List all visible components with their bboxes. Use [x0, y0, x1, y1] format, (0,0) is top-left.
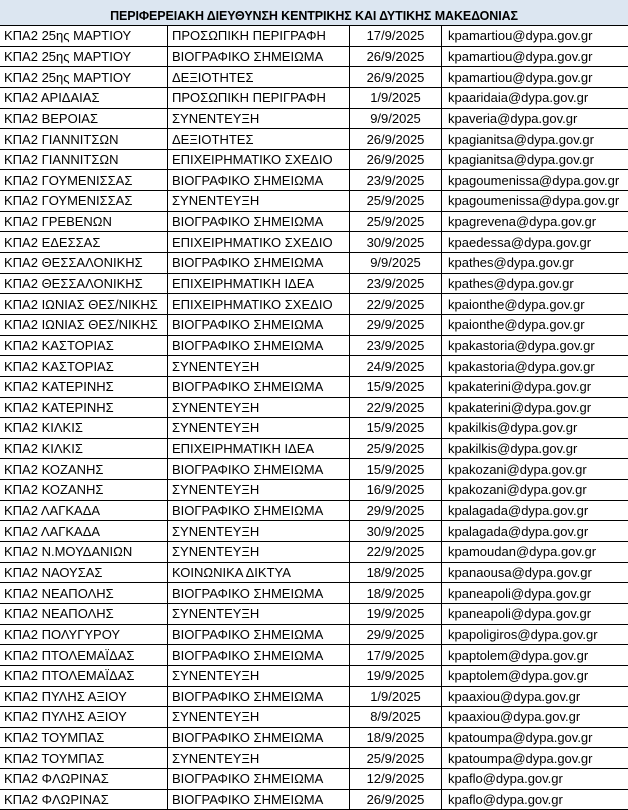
date-cell[interactable]: 17/9/2025: [350, 645, 442, 666]
office-cell[interactable]: ΚΠΑ2 ΚΙΛΚΙΣ: [0, 438, 168, 459]
date-cell[interactable]: 9/9/2025: [350, 108, 442, 129]
table-row: [0, 335, 628, 356]
table-row: [0, 397, 628, 418]
topic-cell[interactable]: ΒΙΟΓΡΑΦΙΚΟ ΣΗΜΕΙΩΜΑ: [168, 314, 350, 335]
date-cell[interactable]: 29/9/2025: [350, 624, 442, 645]
table-row: [0, 376, 628, 397]
date-cell[interactable]: 8/9/2025: [350, 707, 442, 728]
email-cell[interactable]: kpalagada@dypa.gov.gr: [442, 521, 628, 542]
office-cell[interactable]: ΚΠΑ2 ΠΟΛΥΓΥΡΟΥ: [0, 624, 168, 645]
topic-cell[interactable]: ΣΥΝΕΝΤΕΥΞΗ: [168, 397, 350, 418]
office-cell[interactable]: ΚΠΑ2 ΤΟΥΜΠΑΣ: [0, 748, 168, 769]
date-cell[interactable]: 18/9/2025: [350, 562, 442, 583]
email-cell[interactable]: kpatoumpa@dypa.gov.gr: [442, 748, 628, 769]
date-cell[interactable]: 22/9/2025: [350, 397, 442, 418]
table-row: [0, 191, 628, 212]
office-cell[interactable]: ΚΠΑ2 25ης ΜΑΡΤΙΟΥ: [0, 67, 168, 88]
email-cell[interactable]: kpamoudan@dypa.gov.gr: [442, 542, 628, 563]
date-cell[interactable]: 19/9/2025: [350, 603, 442, 624]
date-cell[interactable]: 26/9/2025: [350, 67, 442, 88]
table-row: [0, 314, 628, 335]
table-row: [0, 542, 628, 563]
date-cell[interactable]: 30/9/2025: [350, 232, 442, 253]
topic-cell[interactable]: ΕΠΙΧΕΙΡΗΜΑΤΙΚΟ ΣΧΕΔΙΟ: [168, 232, 350, 253]
office-cell[interactable]: ΚΠΑ2 ΓΙΑΝΝΙΤΣΩΝ: [0, 149, 168, 170]
email-cell[interactable]: kpaptolem@dypa.gov.gr: [442, 665, 628, 686]
table-row: [0, 459, 628, 480]
date-cell[interactable]: 17/9/2025: [350, 26, 442, 46]
table-row: [0, 67, 628, 88]
table-row: [0, 686, 628, 707]
table-row: [0, 356, 628, 377]
office-cell[interactable]: ΚΠΑ2 ΚΑΣΤΟΡΙΑΣ: [0, 335, 168, 356]
topic-cell[interactable]: ΒΙΟΓΡΑΦΙΚΟ ΣΗΜΕΙΩΜΑ: [168, 46, 350, 67]
topic-cell[interactable]: ΒΙΟΓΡΑΦΙΚΟ ΣΗΜΕΙΩΜΑ: [168, 459, 350, 480]
topic-cell[interactable]: ΣΥΝΕΝΤΕΥΞΗ: [168, 418, 350, 439]
email-cell[interactable]: kpakozani@dypa.gov.gr: [442, 459, 628, 480]
date-cell[interactable]: 22/9/2025: [350, 542, 442, 563]
date-cell[interactable]: 19/9/2025: [350, 665, 442, 686]
date-cell[interactable]: 15/9/2025: [350, 376, 442, 397]
office-cell[interactable]: ΚΠΑ2 ΚΑΤΕΡΙΝΗΣ: [0, 376, 168, 397]
topic-cell[interactable]: ΠΡΟΣΩΠΙΚΗ ΠΕΡΙΓΡΑΦΗ: [168, 87, 350, 108]
date-cell[interactable]: 26/9/2025: [350, 789, 442, 810]
office-cell[interactable]: ΚΠΑ2 ΚΟΖΑΝΗΣ: [0, 459, 168, 480]
email-cell[interactable]: kpagianitsa@dypa.gov.gr: [442, 129, 628, 150]
date-cell[interactable]: 30/9/2025: [350, 521, 442, 542]
office-cell[interactable]: ΚΠΑ2 ΤΟΥΜΠΑΣ: [0, 727, 168, 748]
date-cell[interactable]: 18/9/2025: [350, 727, 442, 748]
topic-cell[interactable]: ΣΥΝΕΝΤΕΥΞΗ: [168, 748, 350, 769]
office-cell[interactable]: ΚΠΑ2 ΓΡΕΒΕΝΩΝ: [0, 211, 168, 232]
email-cell[interactable]: kpamartiou@dypa.gov.gr: [442, 46, 628, 67]
topic-cell[interactable]: ΣΥΝΕΝΤΕΥΞΗ: [168, 191, 350, 212]
table-row: [0, 480, 628, 501]
table-row: [0, 562, 628, 583]
date-cell[interactable]: 26/9/2025: [350, 46, 442, 67]
email-cell[interactable]: kpamartiou@dypa.gov.gr: [442, 26, 628, 46]
topic-cell[interactable]: ΒΙΟΓΡΑΦΙΚΟ ΣΗΜΕΙΩΜΑ: [168, 583, 350, 604]
topic-cell[interactable]: ΒΙΟΓΡΑΦΙΚΟ ΣΗΜΕΙΩΜΑ: [168, 769, 350, 790]
table-row: [0, 273, 628, 294]
date-cell[interactable]: 25/9/2025: [350, 438, 442, 459]
office-cell[interactable]: ΚΠΑ2 ΝΑΟΥΣΑΣ: [0, 562, 168, 583]
email-cell[interactable]: kpagianitsa@dypa.gov.gr: [442, 149, 628, 170]
table-row: [0, 748, 628, 769]
email-cell[interactable]: kpakaterini@dypa.gov.gr: [442, 376, 628, 397]
table-row: [0, 253, 628, 274]
office-cell[interactable]: ΚΠΑ2 ΝΕΑΠΟΛΗΣ: [0, 603, 168, 624]
date-cell[interactable]: 23/9/2025: [350, 170, 442, 191]
sheet-title: ΠΕΡΙΦΕΡΕΙΑΚΗ ΔΙΕΥΘΥΝΣΗ ΚΕΝΤΡΙΚΗΣ ΚΑΙ ΔΥΤΙΚΗΣ ΜΑΚΕΔΟΝΙΑΣ: [0, 0, 628, 26]
office-cell[interactable]: ΚΠΑ2 ΠΥΛΗΣ ΑΞΙΟΥ: [0, 707, 168, 728]
email-cell[interactable]: kpamartiou@dypa.gov.gr: [442, 67, 628, 88]
table-row: [0, 46, 628, 67]
table-body: [0, 26, 628, 810]
email-cell[interactable]: kpaaridaia@dypa.gov.gr: [442, 87, 628, 108]
topic-cell[interactable]: ΒΙΟΓΡΑΦΙΚΟ ΣΗΜΕΙΩΜΑ: [168, 686, 350, 707]
email-cell[interactable]: kpaaxiou@dypa.gov.gr: [442, 707, 628, 728]
date-cell[interactable]: 25/9/2025: [350, 748, 442, 769]
office-cell[interactable]: ΚΠΑ2 ΚΙΛΚΙΣ: [0, 418, 168, 439]
email-cell[interactable]: kpapoligiros@dypa.gov.gr: [442, 624, 628, 645]
table-row: [0, 769, 628, 790]
office-cell[interactable]: ΚΠΑ2 ΚΑΣΤΟΡΙΑΣ: [0, 356, 168, 377]
topic-cell[interactable]: ΒΙΟΓΡΑΦΙΚΟ ΣΗΜΕΙΩΜΑ: [168, 624, 350, 645]
topic-cell[interactable]: ΒΙΟΓΡΑΦΙΚΟ ΣΗΜΕΙΩΜΑ: [168, 253, 350, 274]
email-cell[interactable]: kpanaousa@dypa.gov.gr: [442, 562, 628, 583]
table-row: [0, 665, 628, 686]
office-cell[interactable]: ΚΠΑ2 ΓΙΑΝΝΙΤΣΩΝ: [0, 129, 168, 150]
email-cell[interactable]: kpaveria@dypa.gov.gr: [442, 108, 628, 129]
date-cell[interactable]: 9/9/2025: [350, 253, 442, 274]
table-row: [0, 583, 628, 604]
topic-cell[interactable]: ΒΙΟΓΡΑΦΙΚΟ ΣΗΜΕΙΩΜΑ: [168, 376, 350, 397]
table-row: [0, 170, 628, 191]
topic-cell[interactable]: ΒΙΟΓΡΑΦΙΚΟ ΣΗΜΕΙΩΜΑ: [168, 170, 350, 191]
date-cell[interactable]: 18/9/2025: [350, 583, 442, 604]
email-cell[interactable]: kpaptolem@dypa.gov.gr: [442, 645, 628, 666]
email-cell[interactable]: kpaflo@dypa.gov.gr: [442, 789, 628, 810]
topic-cell[interactable]: ΒΙΟΓΡΑΦΙΚΟ ΣΗΜΕΙΩΜΑ: [168, 727, 350, 748]
office-cell[interactable]: ΚΠΑ2 ΘΕΣΣΑΛΟΝΙΚΗΣ: [0, 253, 168, 274]
office-cell[interactable]: ΚΠΑ2 ΙΩΝΙΑΣ ΘΕΣ/ΝΙΚΗΣ: [0, 294, 168, 315]
email-cell[interactable]: kpagoumenissa@dypa.gov.gr: [442, 170, 628, 191]
email-cell[interactable]: kpakastoria@dypa.gov.gr: [442, 356, 628, 377]
topic-cell[interactable]: ΒΙΟΓΡΑΦΙΚΟ ΣΗΜΕΙΩΜΑ: [168, 789, 350, 810]
date-cell[interactable]: 25/9/2025: [350, 211, 442, 232]
table-row: [0, 418, 628, 439]
topic-cell[interactable]: ΒΙΟΓΡΑΦΙΚΟ ΣΗΜΕΙΩΜΑ: [168, 500, 350, 521]
table-row: [0, 26, 628, 46]
table-row: [0, 108, 628, 129]
topic-cell[interactable]: ΕΠΙΧΕΙΡΗΜΑΤΙΚΗ ΙΔΕΑ: [168, 273, 350, 294]
email-cell[interactable]: kpakozani@dypa.gov.gr: [442, 480, 628, 501]
office-cell[interactable]: ΚΠΑ2 ΛΑΓΚΑΔΑ: [0, 521, 168, 542]
office-cell[interactable]: ΚΠΑ2 ΒΕΡΟΙΑΣ: [0, 108, 168, 129]
table-row: [0, 603, 628, 624]
topic-cell[interactable]: ΕΠΙΧΕΙΡΗΜΑΤΙΚΟ ΣΧΕΔΙΟ: [168, 149, 350, 170]
topic-cell[interactable]: ΒΙΟΓΡΑΦΙΚΟ ΣΗΜΕΙΩΜΑ: [168, 335, 350, 356]
topic-cell[interactable]: ΒΙΟΓΡΑΦΙΚΟ ΣΗΜΕΙΩΜΑ: [168, 645, 350, 666]
office-cell[interactable]: ΚΠΑ2 25ης ΜΑΡΤΙΟΥ: [0, 46, 168, 67]
email-cell[interactable]: kpaedessa@dypa.gov.gr: [442, 232, 628, 253]
office-cell[interactable]: ΚΠΑ2 ΠΤΟΛΕΜΑΪΔΑΣ: [0, 645, 168, 666]
office-cell[interactable]: ΚΠΑ2 25ης ΜΑΡΤΙΟΥ: [0, 26, 168, 46]
date-cell[interactable]: 24/9/2025: [350, 356, 442, 377]
date-cell[interactable]: 1/9/2025: [350, 87, 442, 108]
table-row: [0, 87, 628, 108]
date-cell[interactable]: 12/9/2025: [350, 769, 442, 790]
email-cell[interactable]: kpakaterini@dypa.gov.gr: [442, 397, 628, 418]
topic-cell[interactable]: ΣΥΝΕΝΤΕΥΞΗ: [168, 480, 350, 501]
table-row: [0, 211, 628, 232]
office-cell[interactable]: ΚΠΑ2 ΠΥΛΗΣ ΑΞΙΟΥ: [0, 686, 168, 707]
date-cell[interactable]: 22/9/2025: [350, 294, 442, 315]
date-cell[interactable]: 29/9/2025: [350, 500, 442, 521]
table-row: [0, 294, 628, 315]
office-cell[interactable]: ΚΠΑ2 ΝΕΑΠΟΛΗΣ: [0, 583, 168, 604]
email-cell[interactable]: kpaneapoli@dypa.gov.gr: [442, 583, 628, 604]
topic-cell[interactable]: ΕΠΙΧΕΙΡΗΜΑΤΙΚΟ ΣΧΕΔΙΟ: [168, 294, 350, 315]
email-cell[interactable]: kpakilkis@dypa.gov.gr: [442, 438, 628, 459]
office-cell[interactable]: ΚΠΑ2 ΛΑΓΚΑΔΑ: [0, 500, 168, 521]
date-cell[interactable]: 15/9/2025: [350, 418, 442, 439]
office-cell[interactable]: ΚΠΑ2 ΓΟΥΜΕΝΙΣΣΑΣ: [0, 170, 168, 191]
email-cell[interactable]: kpaionthe@dypa.gov.gr: [442, 314, 628, 335]
table-row: [0, 521, 628, 542]
table-row: [0, 500, 628, 521]
email-cell[interactable]: kpaaxiou@dypa.gov.gr: [442, 686, 628, 707]
email-cell[interactable]: kpaflo@dypa.gov.gr: [442, 769, 628, 790]
office-cell[interactable]: ΚΠΑ2 ΦΛΩΡΙΝΑΣ: [0, 789, 168, 810]
email-cell[interactable]: kpagrevena@dypa.gov.gr: [442, 211, 628, 232]
email-cell[interactable]: kpaionthe@dypa.gov.gr: [442, 294, 628, 315]
email-cell[interactable]: kpakilkis@dypa.gov.gr: [442, 418, 628, 439]
topic-cell[interactable]: ΔΕΞΙΟΤΗΤΕΣ: [168, 129, 350, 150]
topic-cell[interactable]: ΔΕΞΙΟΤΗΤΕΣ: [168, 67, 350, 88]
office-cell[interactable]: ΚΠΑ2 ΑΡΙΔΑΙΑΣ: [0, 87, 168, 108]
email-cell[interactable]: kpaneapoli@dypa.gov.gr: [442, 603, 628, 624]
office-cell[interactable]: ΚΠΑ2 ΙΩΝΙΑΣ ΘΕΣ/ΝΙΚΗΣ: [0, 314, 168, 335]
topic-cell[interactable]: ΠΡΟΣΩΠΙΚΗ ΠΕΡΙΓΡΑΦΗ: [168, 26, 350, 46]
office-cell[interactable]: ΚΠΑ2 ΦΛΩΡΙΝΑΣ: [0, 769, 168, 790]
schedule-table: [0, 26, 628, 810]
office-cell[interactable]: ΚΠΑ2 ΚΑΤΕΡΙΝΗΣ: [0, 397, 168, 418]
date-cell[interactable]: 23/9/2025: [350, 335, 442, 356]
date-cell[interactable]: 26/9/2025: [350, 149, 442, 170]
date-cell[interactable]: 15/9/2025: [350, 459, 442, 480]
topic-cell[interactable]: ΣΥΝΕΝΤΕΥΞΗ: [168, 356, 350, 377]
topic-cell[interactable]: ΒΙΟΓΡΑΦΙΚΟ ΣΗΜΕΙΩΜΑ: [168, 211, 350, 232]
date-cell[interactable]: 25/9/2025: [350, 191, 442, 212]
office-cell[interactable]: ΚΠΑ2 ΘΕΣΣΑΛΟΝΙΚΗΣ: [0, 273, 168, 294]
email-cell[interactable]: kpathes@dypa.gov.gr: [442, 253, 628, 274]
table-row: [0, 645, 628, 666]
office-cell[interactable]: ΚΠΑ2 ΕΔΕΣΣΑΣ: [0, 232, 168, 253]
topic-cell[interactable]: ΣΥΝΕΝΤΕΥΞΗ: [168, 603, 350, 624]
office-cell[interactable]: ΚΠΑ2 ΓΟΥΜΕΝΙΣΣΑΣ: [0, 191, 168, 212]
topic-cell[interactable]: ΣΥΝΕΝΤΕΥΞΗ: [168, 665, 350, 686]
date-cell[interactable]: 23/9/2025: [350, 273, 442, 294]
date-cell[interactable]: 26/9/2025: [350, 129, 442, 150]
table-row: [0, 438, 628, 459]
topic-cell[interactable]: ΚΟΙΝΩΝΙΚΑ ΔΙΚΤΥΑ: [168, 562, 350, 583]
email-cell[interactable]: kpagoumenissa@dypa.gov.gr: [442, 191, 628, 212]
table-row: [0, 707, 628, 728]
date-cell[interactable]: 16/9/2025: [350, 480, 442, 501]
office-cell[interactable]: ΚΠΑ2 Ν.ΜΟΥΔΑΝΙΩΝ: [0, 542, 168, 563]
office-cell[interactable]: ΚΠΑ2 ΚΟΖΑΝΗΣ: [0, 480, 168, 501]
email-cell[interactable]: kpathes@dypa.gov.gr: [442, 273, 628, 294]
table-row: [0, 129, 628, 150]
topic-cell[interactable]: ΣΥΝΕΝΤΕΥΞΗ: [168, 542, 350, 563]
table-row: [0, 789, 628, 810]
date-cell[interactable]: 29/9/2025: [350, 314, 442, 335]
table-row: [0, 232, 628, 253]
table-row: [0, 149, 628, 170]
table-row: [0, 727, 628, 748]
topic-cell[interactable]: ΣΥΝΕΝΤΕΥΞΗ: [168, 521, 350, 542]
topic-cell[interactable]: ΕΠΙΧΕΙΡΗΜΑΤΙΚΗ ΙΔΕΑ: [168, 438, 350, 459]
date-cell[interactable]: 1/9/2025: [350, 686, 442, 707]
topic-cell[interactable]: ΣΥΝΕΝΤΕΥΞΗ: [168, 707, 350, 728]
table-row: [0, 624, 628, 645]
email-cell[interactable]: kpatoumpa@dypa.gov.gr: [442, 727, 628, 748]
email-cell[interactable]: kpalagada@dypa.gov.gr: [442, 500, 628, 521]
office-cell[interactable]: ΚΠΑ2 ΠΤΟΛΕΜΑΪΔΑΣ: [0, 665, 168, 686]
topic-cell[interactable]: ΣΥΝΕΝΤΕΥΞΗ: [168, 108, 350, 129]
email-cell[interactable]: kpakastoria@dypa.gov.gr: [442, 335, 628, 356]
